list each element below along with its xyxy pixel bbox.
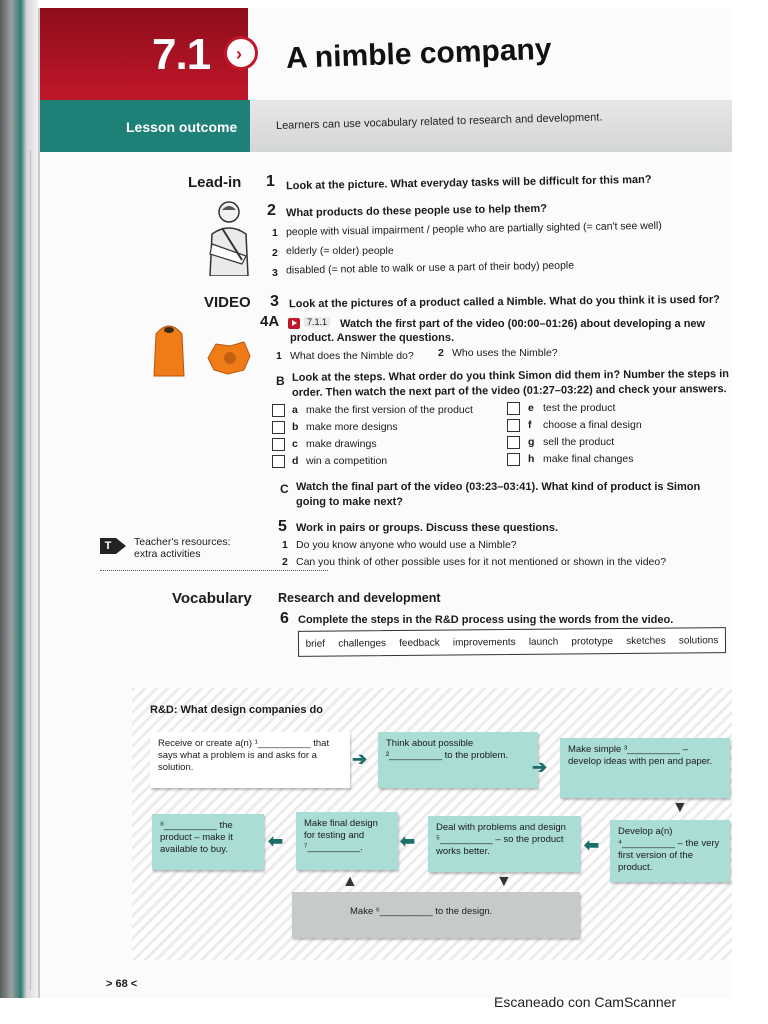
question-text: Complete the steps in the R&D process using the words from the video. [298,614,674,626]
word-item: challenges [338,637,387,650]
step-checkbox[interactable] [272,404,285,417]
question-number: 1 [266,173,275,190]
item-letter: e [528,402,534,414]
list-item: Do you know anyone who would use a Nimble? [296,539,517,551]
step-checkbox[interactable] [507,402,520,415]
list-item: make final changes [543,453,634,465]
item-letter: a [292,404,298,416]
textbook-page [38,8,732,998]
word-item: feedback [399,637,440,649]
play-icon[interactable] [288,318,300,329]
word-item: launch [528,636,559,648]
item-letter: d [292,455,299,467]
list-item: make more designs [306,421,398,433]
question-text: What products do these people use to help them? [285,202,548,220]
question-text: Work in pairs or groups. Discuss these questions. [296,522,559,534]
man-with-sling-icon [202,198,256,276]
item-number: 2 [438,347,444,359]
sub-question-letter: C [280,482,289,496]
diagram-title: R&D: What design companies do [150,704,323,716]
item-number: 1 [282,539,288,551]
item-number: 2 [282,556,288,568]
word-box [298,627,726,657]
step-checkbox[interactable] [272,455,285,468]
process-step-1: Receive or create a(n) ¹__________ that says what a problem is and asks for a solution. [150,732,350,788]
step-checkbox[interactable] [507,453,520,466]
book-spine [0,0,38,1000]
process-step-6: Make final design for testing and ⁷__________. [296,812,398,870]
process-step-3: Make simple ³__________ – develop ideas with pen and paper. [560,738,730,798]
vocab-heading: Research and development [278,591,441,605]
teacher-line-2: extra activities [134,548,201,560]
list-item: What does the Nimble do? [290,350,414,362]
question-text: Look at the picture. What everyday tasks will be difficult for this man? [285,173,652,193]
process-step-5: Deal with problems and design ⁵__________ – so the product works better. [428,816,580,872]
list-item: test the product [543,402,616,414]
item-letter: f [528,419,532,431]
scanner-watermark: Escaneado con CamScanner [494,994,677,1010]
question-text: going to make next? [296,496,403,508]
section-video: VIDEO [204,294,251,311]
arrow-up-icon: ▲ [342,873,358,890]
list-item: Who uses the Nimble? [452,347,558,359]
question-text: Watch the final part of the video (03:23–03:41). What kind of product is Simon [296,481,701,493]
list-item: disabled (= not able to walk or use a part of their body) people [285,259,575,277]
item-number: 2 [272,247,278,259]
item-letter: c [292,438,298,450]
question-number: 2 [267,202,276,219]
item-letter: h [528,453,535,465]
arrow-down-icon: ▼ [496,873,512,890]
process-step-8: Make ⁶__________ to the design. [292,892,580,938]
list-item: choose a final design [543,419,642,431]
word-item: sketches [626,635,666,647]
list-item: make the first version of the product [306,404,473,416]
section-vocabulary: Vocabulary [172,590,252,607]
video-code: 7.1.1 [304,317,330,327]
question-number: 6 [280,610,289,627]
page-number: > 68 < [106,978,138,990]
teacher-icon: T [100,538,116,554]
list-item: sell the product [543,436,615,448]
unit-number: 7.1 [152,30,211,79]
step-checkbox[interactable] [507,436,520,449]
word-item: brief [305,638,326,650]
question-number: 3 [270,293,279,310]
item-number: 1 [276,350,282,362]
lesson-outcome-label: Lesson outcome [126,119,238,135]
arrow-down-icon: ▼ [672,799,688,816]
nimble-product-image [204,338,254,378]
question-text: product. Answer the questions. [290,332,454,344]
arrow-left-icon: ⬅ [268,831,284,851]
question-text: order. Then watch the next part of the video (01:27–03:22) and check your answers. [291,383,727,399]
chevron-right-icon: › [224,36,258,70]
step-checkbox[interactable] [507,419,520,432]
list-item: elderly (= older) people [286,245,394,257]
item-letter: g [528,436,535,448]
word-item: prototype [571,635,614,647]
word-item: improvements [452,636,516,649]
step-checkbox[interactable] [272,421,285,434]
process-step-2: Think about possible ²__________ to the problem. [378,732,538,788]
word-item: solutions [678,634,719,647]
arrow-left-icon: ⬅ [400,831,416,851]
section-lead-in: Lead-in [188,174,242,191]
arrow-left-icon: ⬅ [584,835,600,855]
arrow-right-icon: ➔ [352,749,368,769]
list-item: win a competition [306,455,388,467]
list-item: Can you think of other possible uses for it not mentioned or shown in the video? [296,556,667,568]
lesson-outcome-text: Learners can use vocabulary related to research and development. [275,111,603,132]
page-title: A nimble company [285,32,553,75]
item-number: 3 [272,267,278,279]
process-step-4: Develop a(n) ⁴__________ – the very first version of the product. [610,820,730,882]
list-item: people with visual impairment / people who are partially sighted (= can't see well) [285,219,662,239]
question-text: Look at the pictures of a product called a Nimble. What do you think it is used for? [288,293,720,311]
item-number: 1 [272,227,278,239]
process-step-7: ⁸__________ the product – make it available to buy. [152,814,264,870]
teacher-line-1: Teacher's resources: [134,536,231,548]
nimble-product-image [148,318,190,380]
list-item: make drawings [306,438,377,450]
arrow-right-icon: ➔ [532,757,548,777]
item-letter: b [292,421,299,433]
question-number: 4A [260,313,280,330]
teacher-resources-note[interactable] [100,536,328,571]
question-text: Look at the steps. What order do you think Simon did them in? Number the steps in [291,368,730,384]
step-checkbox[interactable] [272,438,285,451]
sub-question-letter: B [276,374,285,388]
unit-header-block [40,8,248,100]
question-number: 5 [278,518,287,535]
question-text: Watch the first part of the video (00:00–01:26) about developing a new [340,318,706,330]
